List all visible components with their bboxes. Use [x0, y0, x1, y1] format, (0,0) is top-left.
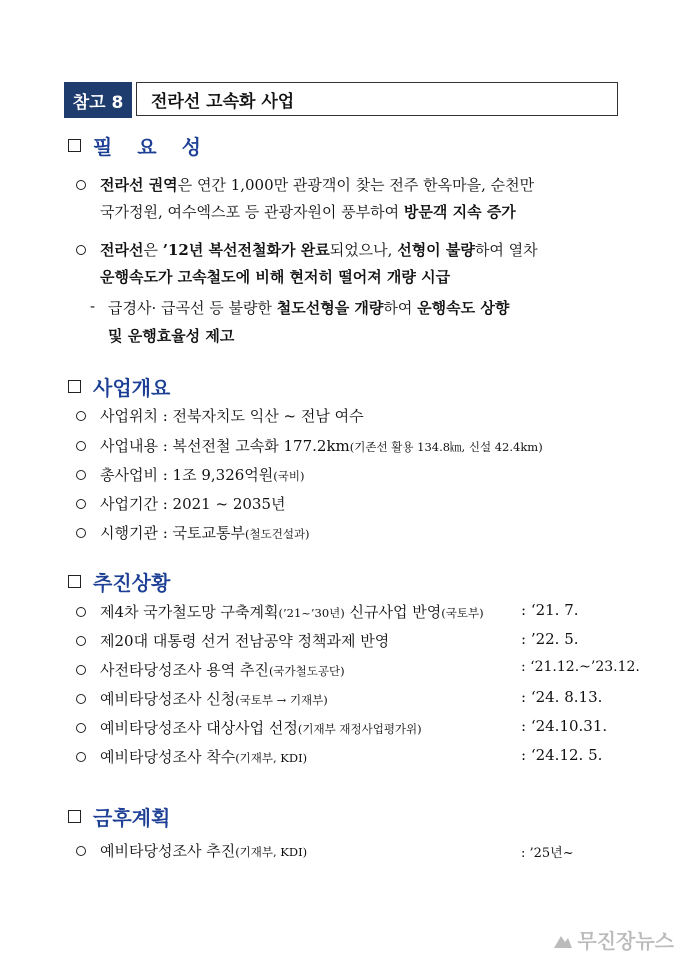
progress-item: 예비타당성조사 신청(국토부 → 기재부) [100, 690, 328, 708]
section-heading-progress: 추진상황 [68, 567, 170, 596]
overview-agency: 시행기관 : 국토교통부(철도건설과) [100, 524, 310, 542]
necessity-line-2a: 전라선은 ’12년 복선전철화가 완료되었으나, 선형이 불량하여 열차 [100, 241, 538, 259]
necessity-line-1b: 국가정원, 여수엑스포 등 관광자원이 풍부하여 방문객 지속 증가 [100, 203, 516, 221]
watermark: 무진장뉴스 [553, 925, 674, 954]
plan-date: : ’25년~ [521, 846, 574, 861]
bullet-circle-icon [76, 846, 86, 856]
progress-item: 예비타당성조사 대상사업 선정(기재부 재정사업평가위) [100, 719, 422, 737]
bullet-circle-icon [76, 636, 86, 646]
bullet-circle-icon [76, 723, 86, 733]
reference-header [64, 82, 618, 118]
bullet-circle-icon [76, 499, 86, 509]
bullet-circle-icon [76, 665, 86, 675]
progress-date: : ’22. 5. [521, 630, 579, 648]
bullet-circle-icon [76, 528, 86, 538]
necessity-dash-line-b: 및 운행효율성 제고 [108, 327, 235, 345]
necessity-line-2b: 운행속도가 고속철도에 비해 현저히 떨어져 개량 시급 [100, 268, 451, 286]
bullet-circle-icon [76, 411, 86, 421]
section-heading-overview: 사업개요 [68, 372, 170, 401]
dash-bullet: - [90, 297, 96, 315]
checkbox-square-icon [68, 575, 81, 588]
plan-item: 예비타당성조사 추진(기재부, KDI) [100, 842, 308, 860]
necessity-line-1a: 전라선 권역은 연간 1,000만 관광객이 찾는 전주 한옥마을, 순천만 [100, 176, 535, 194]
reference-tag: 참고 8 [64, 82, 132, 118]
overview-location: 사업위치 : 전북자치도 익산 ~ 전남 여수 [100, 407, 364, 425]
section-heading-plan: 금후계획 [68, 802, 170, 831]
bullet-circle-icon [76, 180, 86, 190]
checkbox-square-icon [68, 139, 81, 152]
mountain-logo-icon [553, 931, 573, 949]
overview-budget: 총사업비 : 1조 9,326억원(국비) [100, 466, 305, 484]
progress-date: : ‘21.12.~’23.12. [521, 659, 640, 675]
necessity-dash-line-a: 급경사· 급곡선 등 불량한 철도선형을 개량하여 운행속도 상향 [108, 299, 510, 317]
progress-date: : ‘24.10.31. [521, 717, 608, 735]
bullet-circle-icon [76, 441, 86, 451]
progress-item: 사전타당성조사 용역 추진(국가철도공단) [100, 661, 345, 679]
progress-item: 제20대 대통령 선거 전남공약 정책과제 반영 [100, 632, 390, 650]
checkbox-square-icon [68, 380, 81, 393]
overview-content: 사업내용 : 복선전철 고속화 177.2km(기존선 활용 134.8㎞, 신설 42.4km) [100, 437, 543, 455]
document-title: 전라선 고속화 사업 [136, 82, 618, 116]
progress-date: : ‘24.12. 5. [521, 746, 603, 764]
bullet-circle-icon [76, 470, 86, 480]
bullet-circle-icon [76, 752, 86, 762]
progress-date: : ‘21. 7. [521, 601, 579, 619]
progress-date: : ‘24. 8.13. [521, 688, 603, 706]
progress-item: 제4차 국가철도망 구축계획(’21~’30년) 신규사업 반영(국토부) [100, 603, 484, 621]
checkbox-square-icon [68, 810, 81, 823]
bullet-circle-icon [76, 694, 86, 704]
progress-item: 예비타당성조사 착수(기재부, KDI) [100, 748, 308, 766]
bullet-circle-icon [76, 245, 86, 255]
section-heading-necessity: 필 요 성 [68, 131, 210, 160]
bullet-circle-icon [76, 607, 86, 617]
overview-period: 사업기간 : 2021 ~ 2035년 [100, 495, 286, 513]
